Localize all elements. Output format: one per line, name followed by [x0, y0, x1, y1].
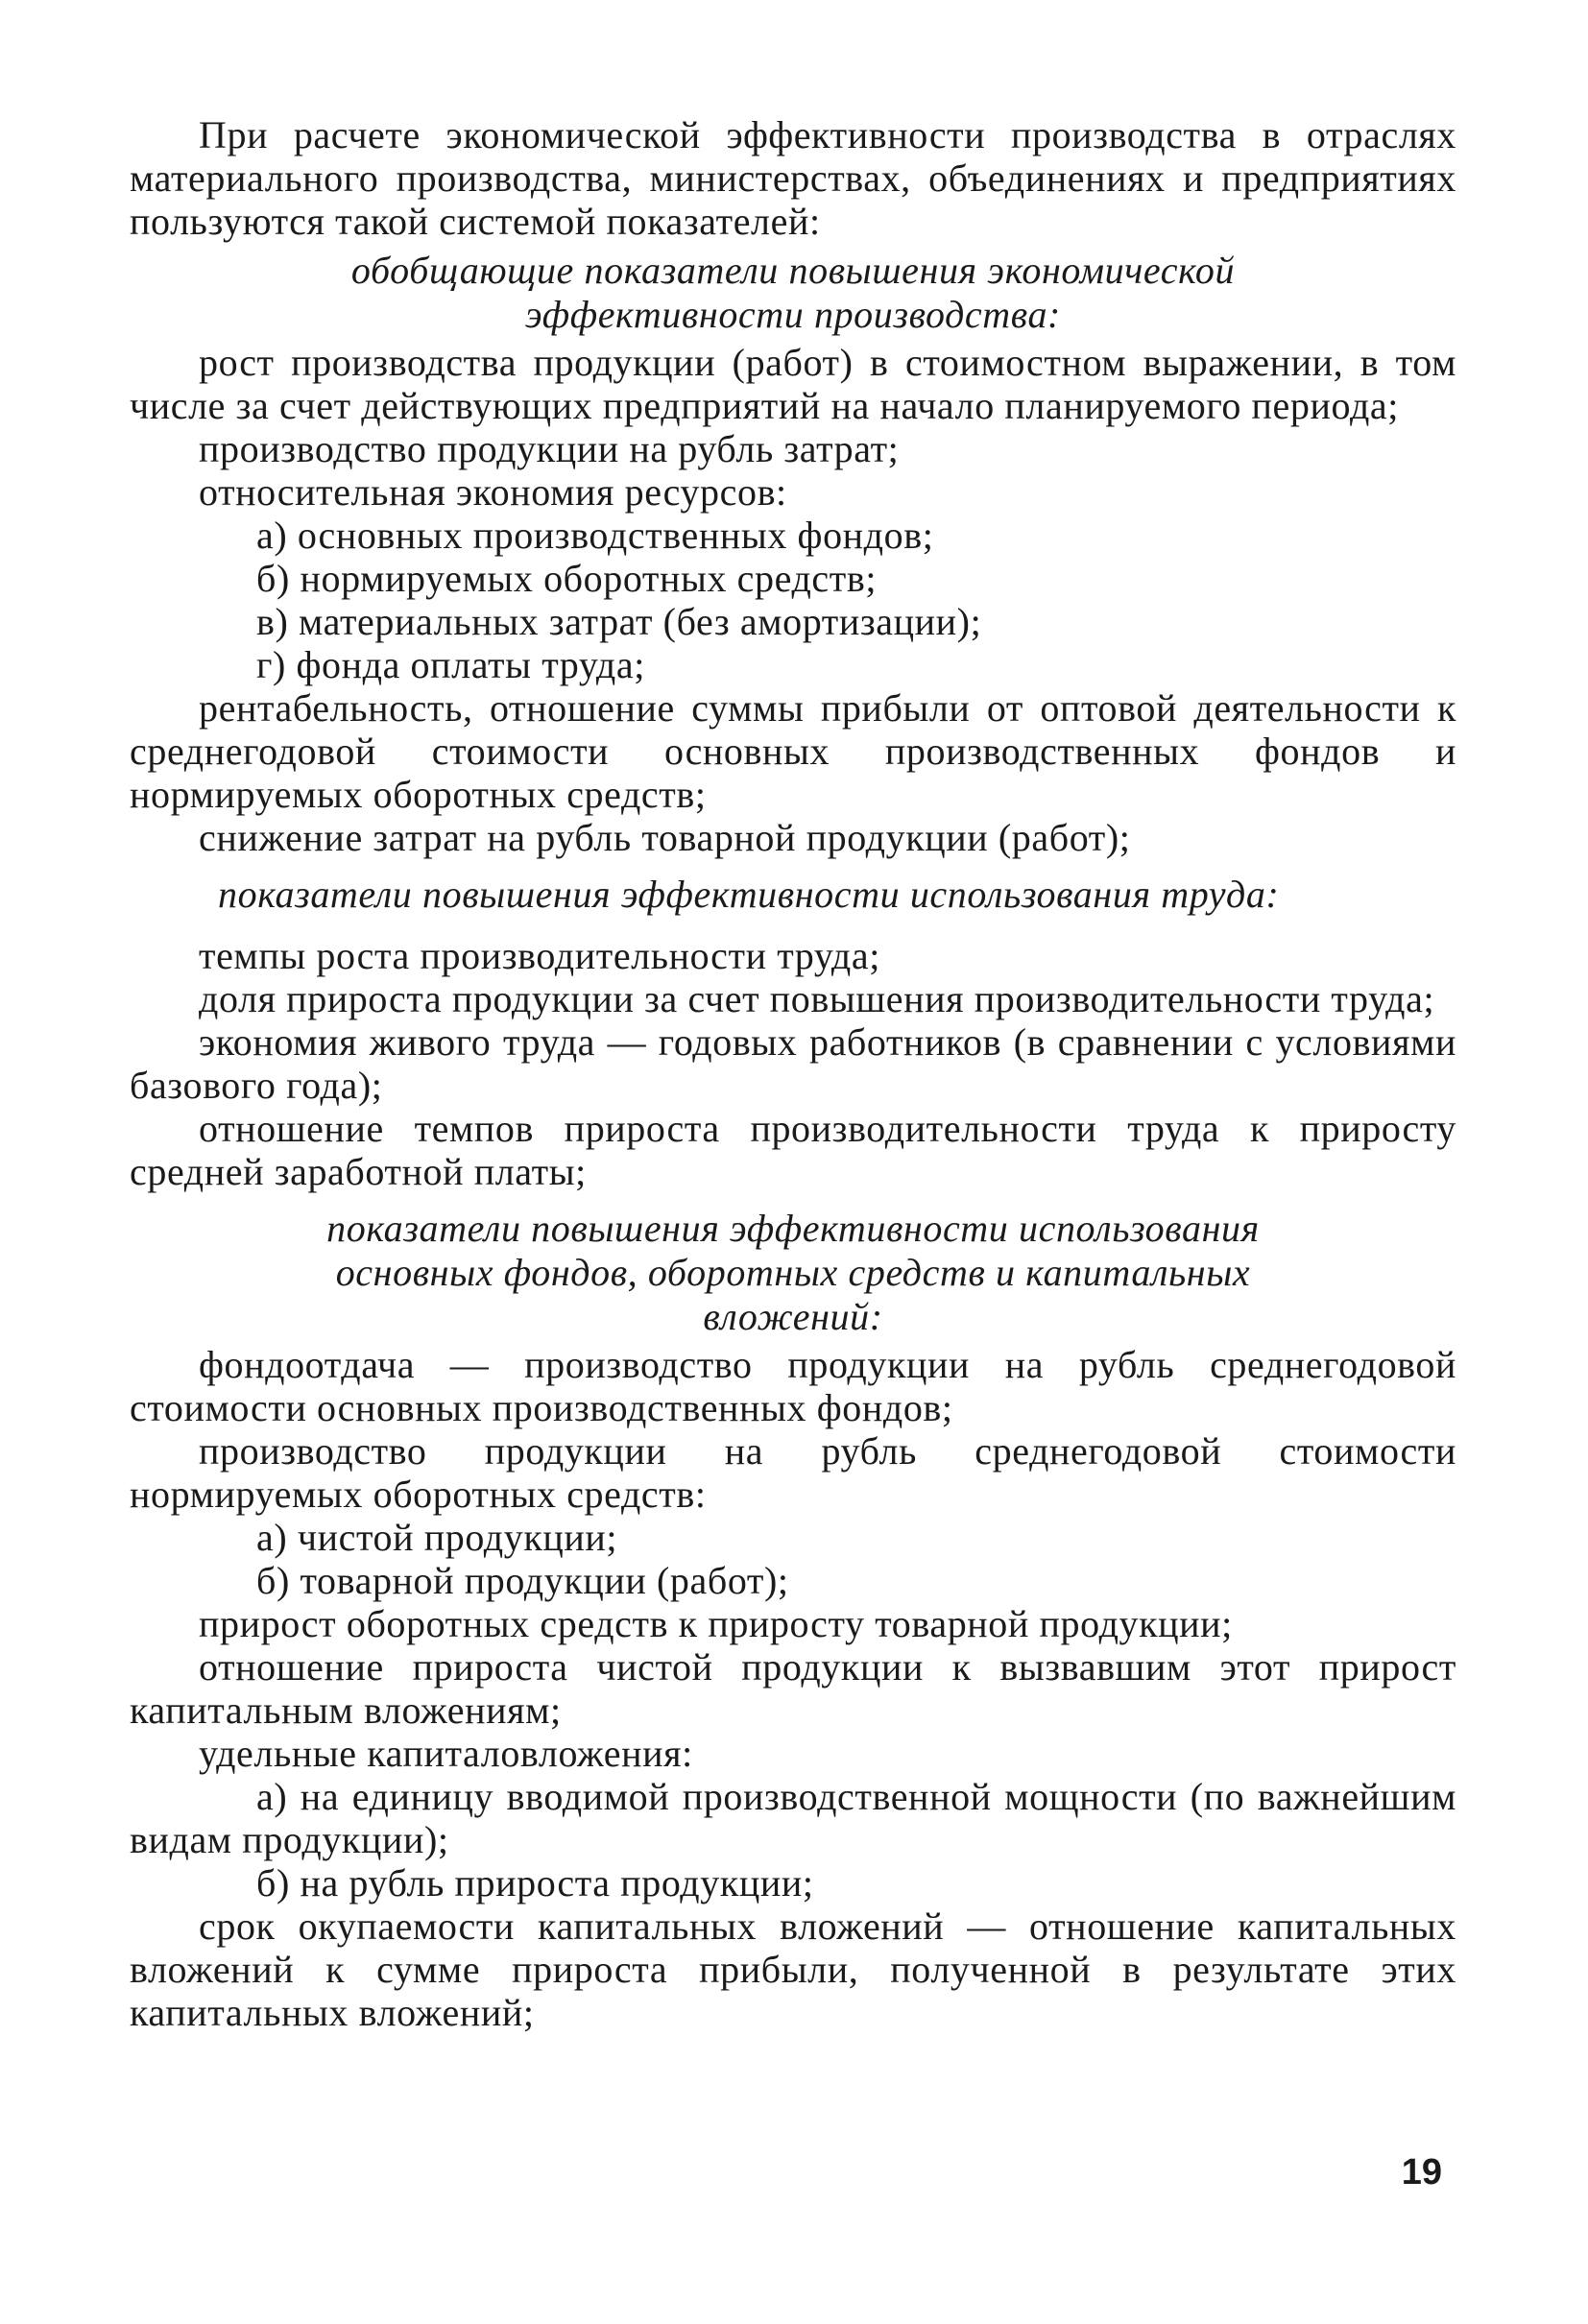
list-item: относительная экономия ресурсов:	[199, 470, 787, 514]
list-item: рост производства продукции (работ) в стоимостном выражении, в том числе за счет действующих предприятий на начало планируемого периода;	[130, 341, 1456, 427]
sub-item: г) фонда оплаты труда;	[256, 643, 645, 686]
list-item: удельные капиталовложения:	[199, 1732, 693, 1775]
list-item: снижение затрат на рубль товарной продукции (работ);	[199, 816, 1131, 859]
list-item: фондоотдача — производство продукции на рубль среднегодовой стоимости основных производственных фондов;	[130, 1343, 1456, 1429]
page-number: 19	[1401, 2152, 1442, 2192]
body-text	[130, 113, 1456, 2034]
sub-item: б) товарной продукции (работ);	[256, 1559, 789, 1602]
list-item: рентабельность, отношение суммы прибыли от оптовой деятельности к среднегодовой стоимости основных производственных фондов и нормируемых оборотных средств;	[130, 686, 1456, 816]
list-item: производство продукции на рубль затрат;	[199, 427, 900, 470]
section-heading-general: обобщающие показатели повышения экономической эффективности производства:	[350, 249, 1236, 336]
list-item: темпы роста производительности труда;	[199, 934, 880, 977]
sub-item: б) на рубль прироста продукции;	[256, 1861, 814, 1905]
sub-item: а) основных производственных фондов;	[256, 514, 934, 557]
list-item: производство продукции на рубль среднегодовой стоимости нормируемых оборотных средств:	[130, 1429, 1456, 1516]
sub-item: б) нормируемых оборотных средств;	[256, 557, 878, 600]
list-item: доля прироста продукции за счет повышения производительности труда;	[199, 977, 1435, 1020]
list-item: экономия живого труда — годовых работников (в сравнении с условиями базового года);	[130, 1020, 1456, 1107]
section-heading-labor: показатели повышения эффективности использования труда:	[218, 873, 1280, 916]
list-item: отношение прироста чистой продукции к вызвавшим этот прирост капитальным вложениям;	[130, 1645, 1456, 1732]
list-item: отношение темпов прироста производительности труда к приросту средней заработной платы;	[130, 1107, 1456, 1193]
list-item: прирост оборотных средств к приросту товарной продукции;	[199, 1602, 1233, 1645]
sub-item: а) на единицу вводимой производственной мощности (по важнейшим видам продукции);	[130, 1775, 1456, 1861]
sub-item: а) чистой продукции;	[256, 1516, 618, 1559]
sub-item: в) материальных затрат (без амортизации);	[256, 600, 982, 643]
intro-paragraph: При расчете экономической эффективности производства в отраслях материального производства, министерствах, объединениях и предприятиях пользуются такой системой показателей:	[130, 113, 1456, 243]
section-heading-funds: показатели повышения эффективности использования основных фондов, оборотных средств и капитальных вложений:	[326, 1207, 1260, 1338]
list-item: срок окупаемости капитальных вложений — отношение капитальных вложений к сумме прироста прибыли, полученной в результате этих капитальных вложений;	[130, 1905, 1456, 2034]
